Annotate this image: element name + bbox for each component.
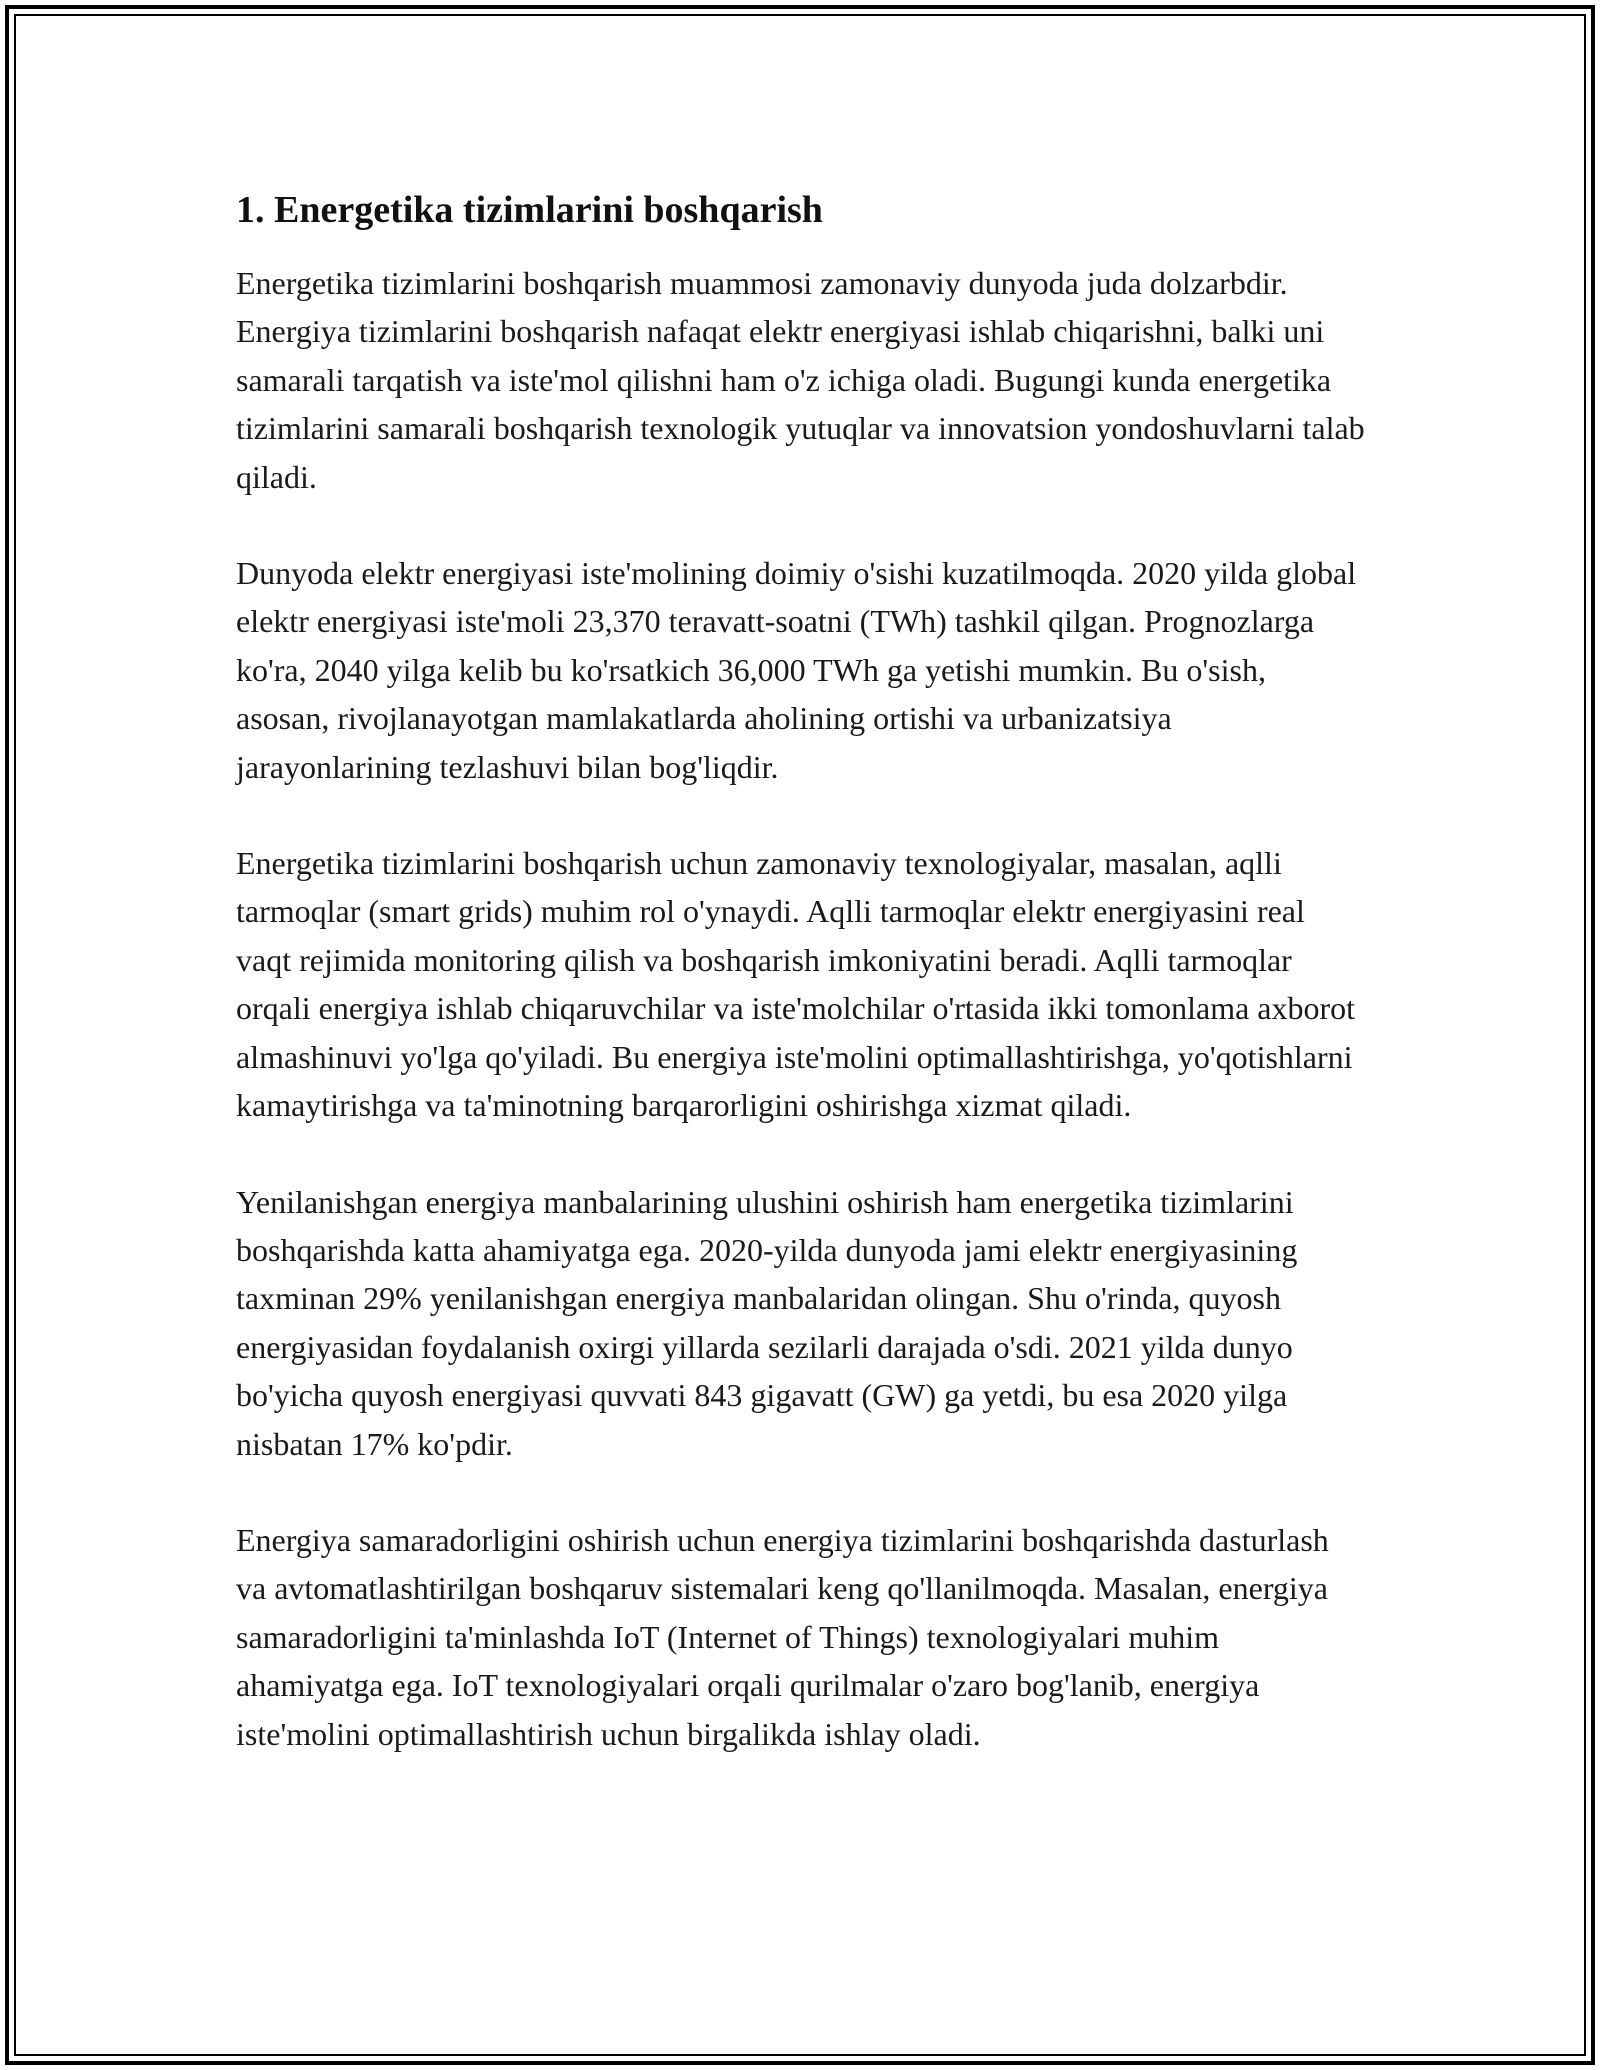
paragraph-5: Energiya samaradorligini oshirish uchun energiya tizimlarini boshqarishda dasturlash va avtomatlashtirilgan boshqaruv sistemalari keng qo'llanilmoqda. Masalan, energiya samaradorligini ta'minlashda IoT (Internet of Things) texnologiyalari muhim ahamiyatga ega. IoT texnologiyalari orqali qurilmalar o'zaro bog'lanib, energiya iste'molini optimallashtirish uchun birgalikda ishlay oladi. <box>236 1521 1329 1752</box>
paragraph-4: Yenilanishgan energiya manbalarining ulushini oshirish ham energetika tizimlarini boshqarishda katta ahamiyatga ega. 2020-yilda dunyoda jami elektr energiyasining taxminan 29% yenilanishgan energiya manbalaridan olingan. Shu o'rinda, quyosh energiyasidan foydalanish oxirgi yillarda sezilarli darajada o'sdi. 2021 yilda dunyo bo'yicha quyosh energiyasi quvvati 843 gigavatt (GW) ga yetdi, bu esa 2020 yilga nisbatan 17% ko'pdir. <box>236 1183 1298 1462</box>
paragraph-1: Energetika tizimlarini boshqarish muammosi zamonaviy dunyoda juda dolzarbdir. Energiya tizimlarini boshqarish nafaqat elektr energiyasi ishlab chiqarishni, balki uni samarali tarqatish va iste'mol qilishni ham o'z ichiga oladi. Bugungi kunda energetika tizimlarini samarali boshqarish texnologik yutuqlar va innovatsion yondoshuvlarni talab qiladi. <box>236 265 1365 495</box>
section-heading: 1. Energetika tizimlarini boshqarish <box>236 189 823 231</box>
document-body <box>236 186 1366 1758</box>
paragraph-2: Dunyoda elektr energiyasi iste'molining doimiy o'sishi kuzatilmoqda. 2020 yilda global elektr energiyasi iste'moli 23,370 teravatt-soatni (TWh) tashkil qilgan. Prognozlarga ko'ra, 2040 yilga kelib bu ko'rsatkich 36,000 TWh ga yetishi mumkin. Bu o'sish, asosan, rivojlanayotgan mamlakatlarda aholining ortishi va urbanizatsiya jarayonlarining tezlashuvi bilan bog'liqdir. <box>236 555 1357 785</box>
paragraph-3: Energetika tizimlarini boshqarish uchun zamonaviy texnologiyalar, masalan, aqlli tarmoqlar (smart grids) muhim rol o'ynaydi. Aqlli tarmoqlar elektr energiyasini real vaqt rejimida monitoring qilish va boshqarish imkoniyatini beradi. Aqlli tarmoqlar orqali energiya ishlab chiqaruvchilar va iste'molchilar o'rtasida ikki tomonlama axborot almashinuvi yo'lga qo'yiladi. Bu energiya iste'molini optimallashtirishga, yo'qotishlarni kamaytirishga va ta'minotning barqarorligini oshirishga xizmat qiladi. <box>236 845 1356 1124</box>
